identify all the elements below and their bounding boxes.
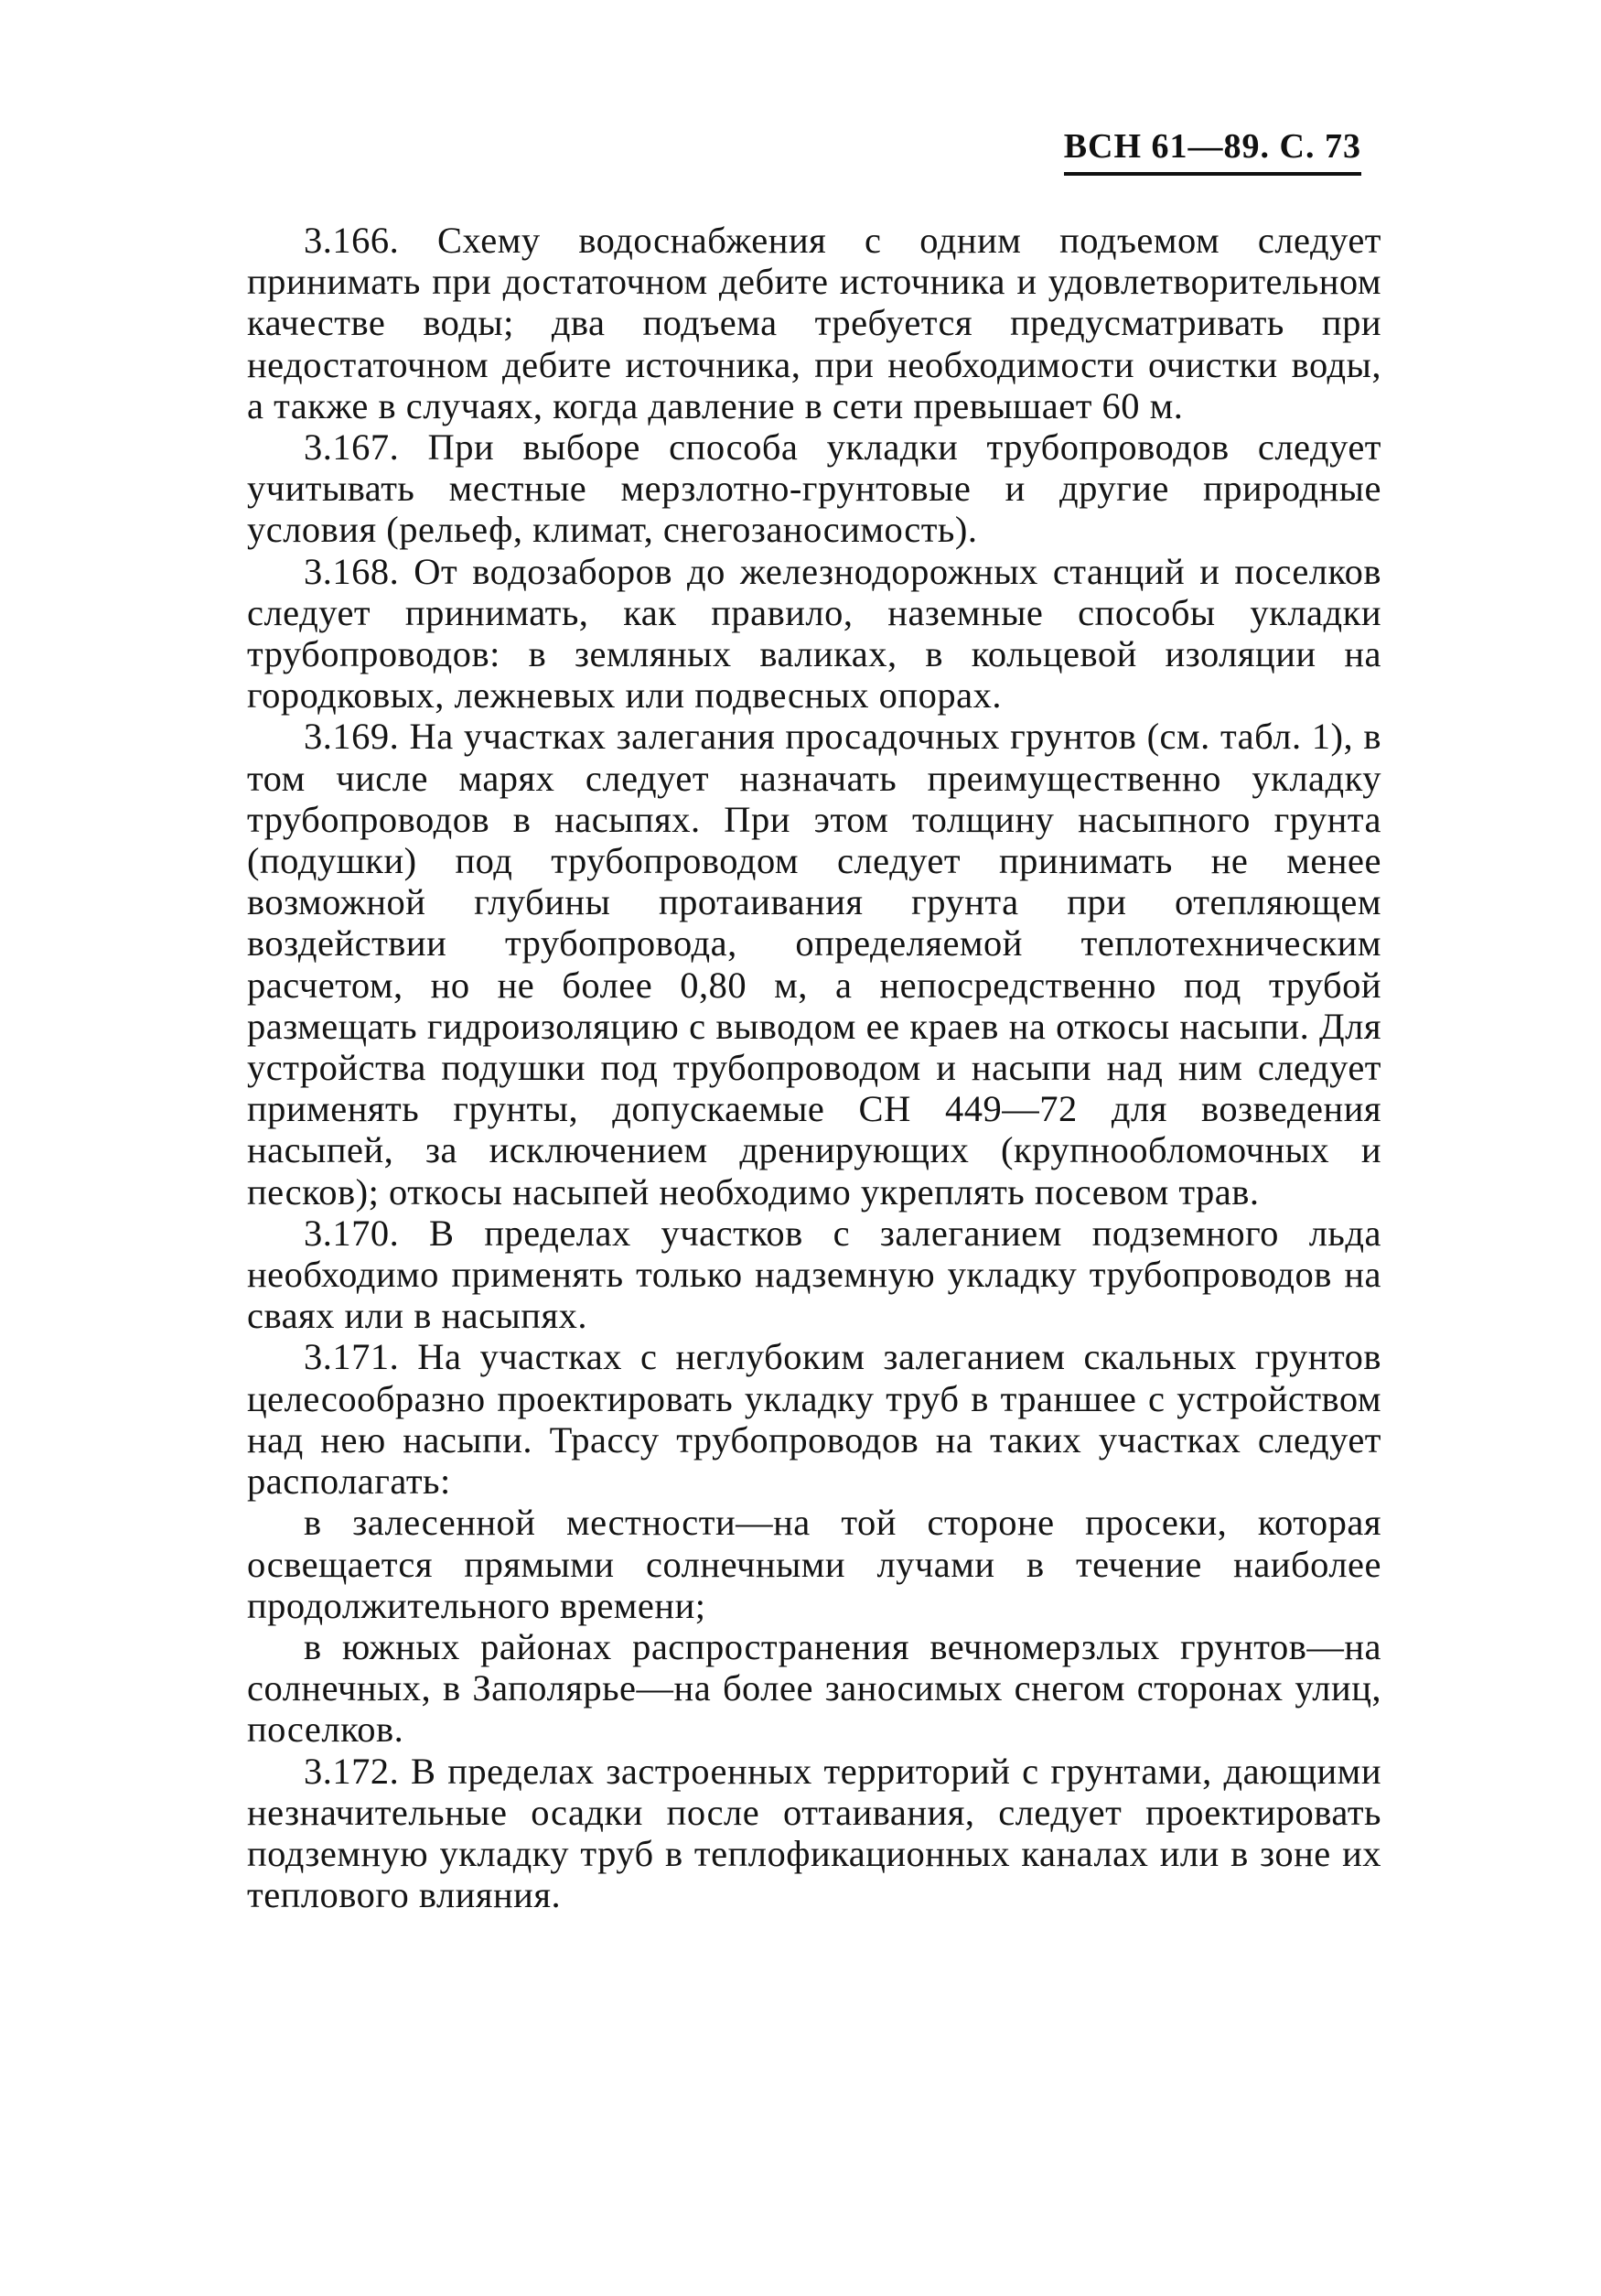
paragraph-3-172: 3.172. В пределах застроенных территорий с грунтами, дающими незначительные осадки после оттаивания, следует проектировать подземную укладку труб в теплофикационных каналах или в зоне их теплового влияния. [247, 1750, 1381, 1916]
paragraph-3-169: 3.169. На участках залегания просадочных грунтов (см. табл. 1), в том числе марях следует назначать преимущественно укладку трубопроводов в насыпях. При этом толщину насыпного грунта (подушки) под трубопроводом следует принимать не менее возможной глубины протаивания грунта при отепляющем воздействии трубопровода, определяемой теплотехническим расчетом, но не более 0,80 м, а непосредственно под трубой размещать гидроизоляцию с выводом ее краев на откосы насыпи. Для устройства подушки под трубопроводом и насыпи над ним следует применять грунты, допускаемые СН 449—72 для возведения насыпей, за исключением дренирующих (крупнообломочных и песков); откосы насыпей необходимо укреплять посевом трав. [247, 716, 1381, 1213]
paragraph-3-170: 3.170. В пределах участков с залеганием подземного льда необходимо применять только надземную укладку трубопроводов на сваях или в насыпях. [247, 1212, 1381, 1337]
paragraph-3-167: 3.167. При выборе способа укладки трубопроводов следует учитывать местные мерзлотно-грунтовые и другие природные условия (рельеф, климат, снегозаносимость). [247, 426, 1381, 551]
paragraph-3-171: 3.171. На участках с неглубоким залеганием скальных грунтов целесообразно проектировать укладку труб в траншее с устройством над нею насыпи. Трассу трубопроводов на таких участках следует располагать: [247, 1336, 1381, 1503]
document-body [247, 220, 1381, 1915]
paragraph-3-166: 3.166. Схему водоснабжения с одним подъемом следует принимать при достаточном дебите источника и удовлетворительном качестве воды; два подъема требуется предусматривать при недостаточном дебите источника, при необходимости очистки воды, а также в случаях, когда давление в сети превышает 60 м. [247, 220, 1381, 426]
page-header-code: ВСН 61—89. С. 73 [1064, 126, 1361, 176]
paragraph-3-168: 3.168. От водозаборов до железнодорожных станций и поселков следует принимать, как правило, наземные способы укладки трубопроводов: в земляных валиках, в кольцевой изоляции на городковых, лежневых или подвесных опорах. [247, 550, 1381, 717]
paragraph-3-171-item-forest: в залесенной местности—на той стороне просеки, которая освещается прямыми солнечными лучами в течение наиболее продолжительного времени; [247, 1502, 1381, 1626]
paragraph-3-171-item-south: в южных районах распространения вечномерзлых грунтов—на солнечных, в Заполярье—на более заносимых снегом сторонах улиц, поселков. [247, 1625, 1381, 1751]
